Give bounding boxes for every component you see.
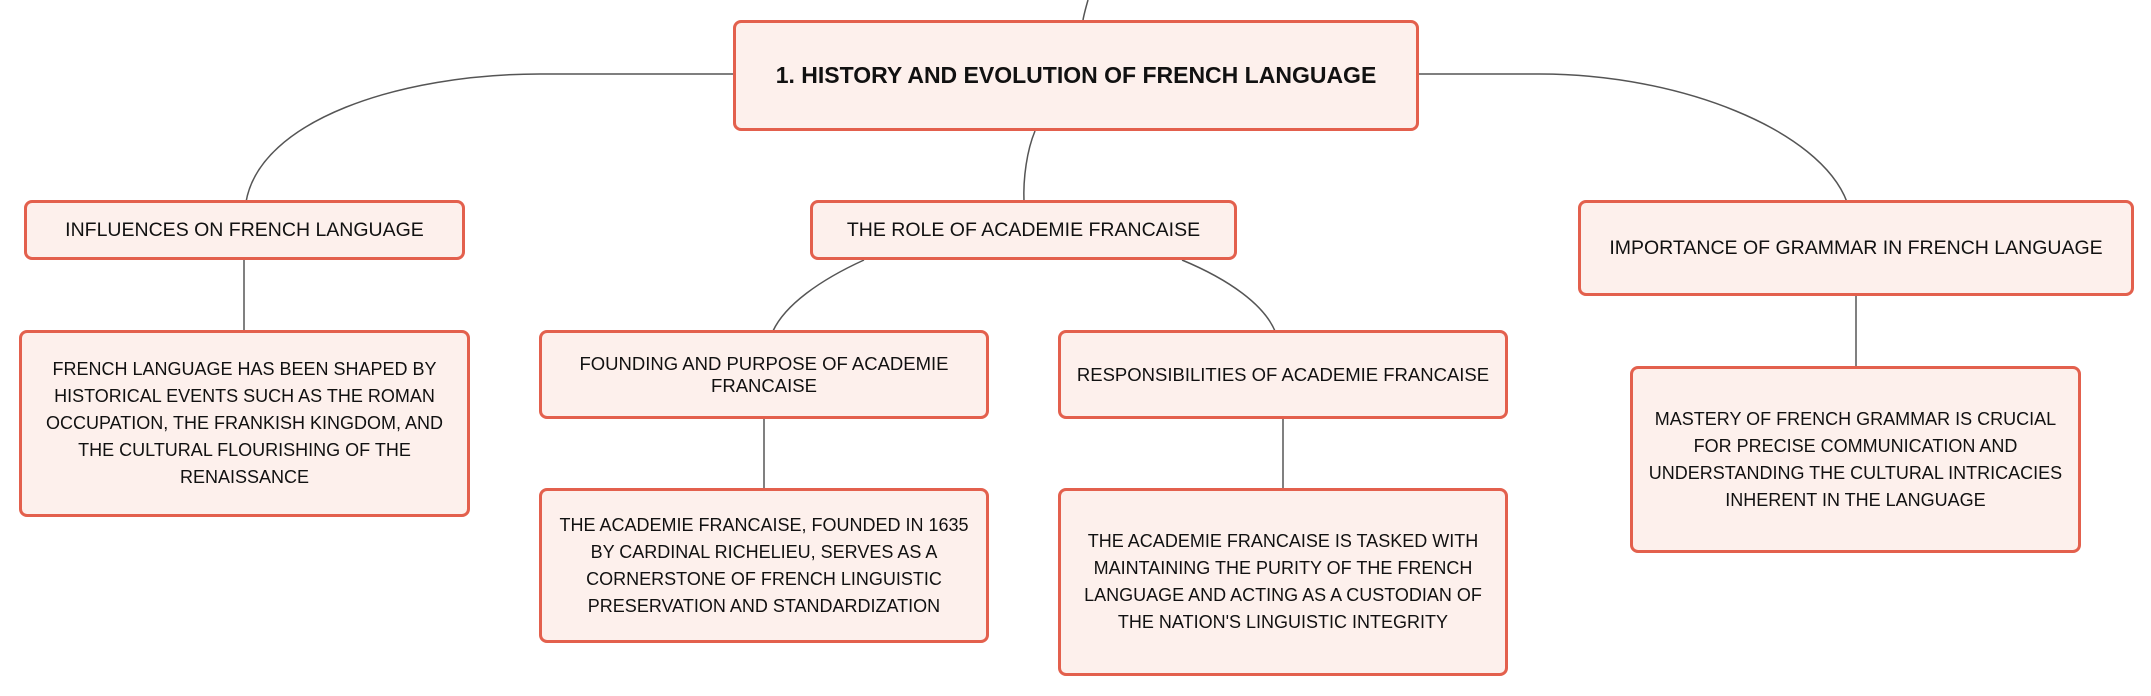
detail-node-founding[interactable]	[539, 488, 989, 643]
connector-academie-to-founding	[773, 260, 864, 331]
topic-node-label: INFLUENCES ON FRENCH LANGUAGE	[65, 218, 424, 241]
detail-node-text: FRENCH LANGUAGE HAS BEEN SHAPED BY HISTORICAL EVENTS SUCH AS THE ROMAN OCCUPATION, THE FRANKISH KINGDOM, AND THE CULTURAL FLOURISHING OF THE RENAISSANCE	[45, 359, 444, 487]
topic-node-academie[interactable]	[810, 200, 1237, 260]
topic-node-grammar[interactable]	[1578, 200, 2134, 296]
subtopic-node-founding[interactable]	[539, 330, 989, 419]
connector-academie-to-responsibilities	[1182, 260, 1275, 331]
detail-node-responsibilities[interactable]	[1058, 488, 1508, 676]
subtopic-node-label: FOUNDING AND PURPOSE OF ACADEMIE FRANCAISE	[579, 352, 949, 396]
root-node-label: 1. HISTORY AND EVOLUTION OF FRENCH LANGUAGE	[775, 62, 1377, 88]
detail-node-text: MASTERY OF FRENCH GRAMMAR IS CRUCIAL FOR PRECISE COMMUNICATION AND UNDERSTANDING THE CULTURAL INTRICACIES INHERENT IN THE LANGUAGE	[1648, 408, 2063, 510]
topic-node-label: IMPORTANCE OF GRAMMAR IN FRENCH LANGUAGE	[1609, 236, 2103, 259]
connector-root-to-grammar	[1419, 74, 1847, 202]
root-node[interactable]	[733, 20, 1419, 131]
subtopic-node-responsibilities[interactable]	[1058, 330, 1508, 419]
topic-node-label: THE ROLE OF ACADEMIE FRANCAISE	[846, 218, 1201, 241]
detail-node-influences[interactable]	[19, 330, 470, 517]
connector-root-to-influences	[246, 74, 733, 202]
detail-node-text: THE ACADEMIE FRANCAISE, FOUNDED IN 1635 BY CARDINAL RICHELIEU, SERVES AS A CORNERSTONE OF FRENCH LINGUISTIC PRESERVATION AND STANDARDIZATION	[559, 514, 969, 616]
connector-root-to-academie	[1024, 131, 1035, 202]
detail-node-text: THE ACADEMIE FRANCAISE IS TASKED WITH MAINTAINING THE PURITY OF THE FRENCH LANGUAGE AND ACTING AS A CUSTODIAN OF THE NATION'S LINGUISTIC INTEGRITY	[1084, 531, 1482, 632]
detail-node-grammar[interactable]	[1630, 366, 2081, 553]
connector-parent-to-root	[1083, 0, 1088, 20]
topic-node-influences[interactable]	[24, 200, 465, 260]
subtopic-node-label: RESPONSIBILITIES OF ACADEMIE FRANCAISE	[1076, 363, 1490, 385]
